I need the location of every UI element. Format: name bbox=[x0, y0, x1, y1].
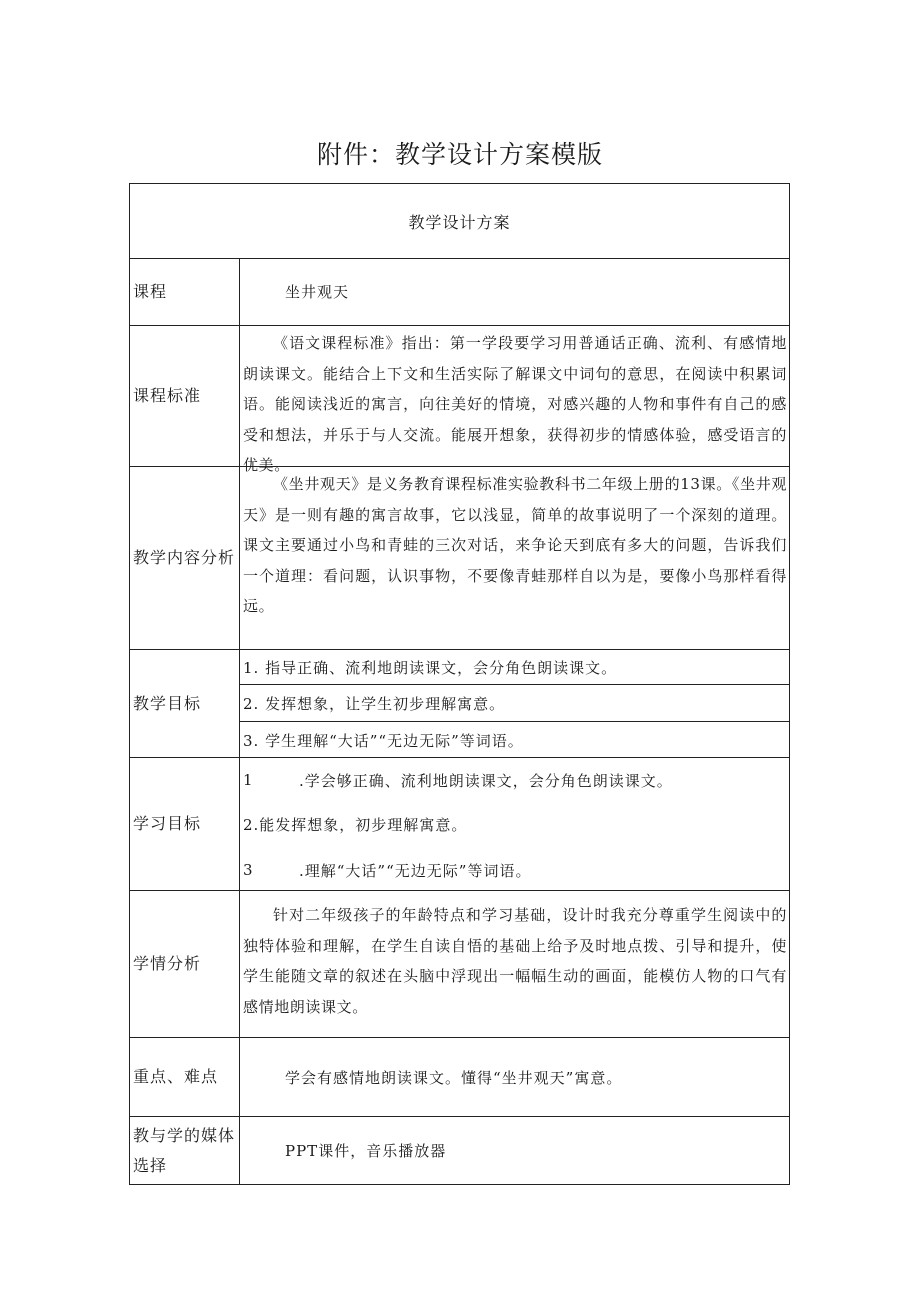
teaching-goal-item: 2. 发挥想象，让学生初步理解寓意。 bbox=[240, 685, 789, 722]
learner-analysis-text bbox=[240, 891, 789, 1037]
learning-goals-list bbox=[240, 758, 789, 890]
key-points-value: 学会有感情地朗读课文。懂得“坐井观天”寓意。 bbox=[285, 1068, 623, 1087]
teaching-goal-item: 1. 指导正确、流利地朗读课文，会分角色朗读课文。 bbox=[240, 650, 789, 685]
row-content-analysis bbox=[130, 467, 789, 650]
teaching-goal-item: 3. 学生理解“大话”“无边无际”等词语。 bbox=[243, 731, 524, 750]
form-header: 教学设计方案 bbox=[130, 184, 789, 259]
learning-goal-item: 2.能发挥想象，初步理解寓意。 bbox=[243, 815, 468, 834]
curriculum-standard-paragraph: 《语文课程标准》指出：第一学段要学习用普通话正确、流利、有感情地朗读课文。能结合上下文和生活实际了解课文中词句的意思，在阅读中积累词语。能阅读浅近的寓言，向往美好的情境，对感兴趣的人物和事件有自己的感受和想法，并乐于与人交流。能展开想象，获得初步的情感体验，感受语言的优美。 bbox=[243, 334, 787, 474]
media-value: PPT课件，音乐播放器 bbox=[285, 1142, 447, 1160]
learner-analysis-paragraph: 针对二年级孩子的年龄特点和学习基础，设计时我充分尊重学生阅读中的独特体验和理解，在学生自读自悟的基础上给予及时地点拨、引导和提升，使学生能随文章的叙述在头脑中浮现出一幅幅生动的画面，能模仿人物的口气有感情地朗读课文。 bbox=[243, 906, 787, 1016]
learning-goal-text: .学会够正确、流利地朗读课文，会分角色朗读课文。 bbox=[299, 771, 673, 790]
learning-goal-text: .理解“大话”“无边无际”等词语。 bbox=[299, 861, 532, 880]
row-teaching-goals bbox=[130, 650, 789, 758]
content-analysis-paragraph: 《坐井观天》是义务教育课程标准实验教科书二年级上册的13课。《坐井观天》是一则有趣的寓言故事，它以浅显，简单的故事说明了一个深刻的道理。课文主要通过小鸟和青蛙的三次对话，来争论天到底有多大的问题，告诉我们一个道理：看问题，认识事物，不要像青蛙那样自以为是，要像小鸟那样看得远。 bbox=[243, 475, 787, 615]
curriculum-standard-label: 课程标准 bbox=[130, 326, 240, 466]
row-key-points bbox=[130, 1038, 789, 1117]
curriculum-standard-text bbox=[240, 326, 789, 474]
lesson-plan-form bbox=[129, 183, 790, 1185]
media-label: 教与学的媒体选择 bbox=[130, 1117, 240, 1184]
content-analysis-text bbox=[240, 467, 789, 649]
teaching-goals-label: 教学目标 bbox=[130, 650, 240, 757]
row-curriculum-standard bbox=[130, 326, 789, 474]
page-title: 附件：教学设计方案模版 bbox=[316, 140, 603, 169]
learning-goal-number: 1 bbox=[243, 771, 254, 789]
learning-goal-item bbox=[240, 764, 789, 796]
learning-goal-item bbox=[240, 854, 789, 886]
learner-analysis-label: 学情分析 bbox=[130, 891, 240, 1037]
key-points-label: 重点、难点 bbox=[130, 1038, 240, 1116]
course-label: 课程 bbox=[130, 258, 240, 325]
teaching-goals-list bbox=[240, 650, 789, 757]
row-learner-analysis bbox=[130, 891, 789, 1038]
learning-goal-number: 3 bbox=[243, 861, 254, 879]
row-learning-goals bbox=[130, 758, 789, 891]
row-media bbox=[130, 1117, 789, 1184]
learning-goals-label: 学习目标 bbox=[130, 758, 240, 890]
course-value: 坐井观天 bbox=[285, 283, 350, 301]
row-course bbox=[130, 258, 789, 326]
content-analysis-label: 教学内容分析 bbox=[130, 467, 240, 649]
